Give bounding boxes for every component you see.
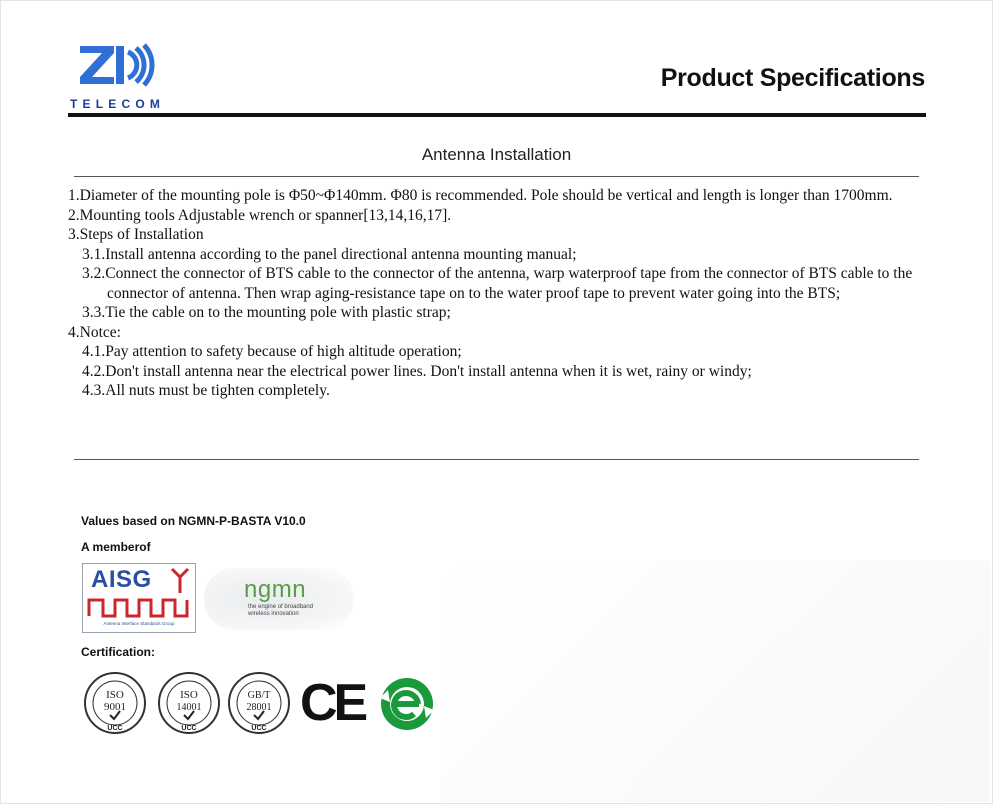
- section-divider-bottom: [74, 459, 919, 460]
- logo-text: TELECOM: [70, 97, 166, 111]
- section-divider-top: [74, 176, 919, 177]
- gbt-28001-badge-icon: [227, 671, 291, 735]
- background-shade: [440, 560, 990, 802]
- values-based-label: Values based on NGMN-P-BASTA V10.0: [81, 514, 306, 528]
- iso-9001-badge-icon: [83, 671, 147, 735]
- ngmn-word: ngmn: [244, 576, 307, 603]
- instruction-line: 2.Mounting tools Adjustable wrench or spanner[13,14,16,17].: [68, 206, 452, 224]
- antenna-icon: [169, 567, 191, 593]
- zd-logo-icon: [80, 42, 160, 88]
- ce-mark: CE: [300, 674, 365, 732]
- instruction-line: 4.3.All nuts must be tighten completely.: [82, 382, 330, 399]
- instruction-line: 3.2.Connect the connector of BTS cable to the connector of the antenna, warp waterproof tape from the connector of BTS cable to the connector of antenna. Then wrap aging-resistance tape on to the water proof tape to prevent water going into the BTS;: [82, 265, 913, 302]
- green-e-icon: [378, 676, 436, 732]
- certification-label: Certification:: [81, 645, 156, 659]
- svg-text:ISO: ISO: [106, 689, 124, 701]
- section-title: Antenna Installation: [421, 145, 572, 164]
- installation-instructions: [68, 186, 928, 401]
- instruction-line: 4.1.Pay attention to safety because of high altitude operation;: [82, 343, 462, 360]
- svg-text:28001: 28001: [246, 702, 272, 713]
- svg-text:UCC: UCC: [107, 725, 123, 732]
- svg-text:14001: 14001: [176, 702, 202, 713]
- aisg-word: AISG: [91, 566, 152, 593]
- svg-text:9001: 9001: [104, 701, 126, 713]
- page-title: Product Specifications: [660, 64, 925, 92]
- header-divider: [68, 113, 926, 117]
- instruction-line: 3.1.Install antenna according to the panel directional antenna mounting manual;: [82, 245, 577, 263]
- ngmn-tagline: the engine of broadband wireless innovation: [248, 604, 314, 617]
- instruction-line: 4.2.Don't install antenna near the electrical power lines. Don't install antenna when it is wet, rainy or windy;: [82, 362, 752, 380]
- svg-text:UCC: UCC: [251, 725, 267, 732]
- instruction-line: 3.Steps of Installation: [68, 226, 204, 243]
- company-logo: [68, 42, 178, 112]
- svg-text:ISO: ISO: [180, 689, 198, 701]
- ngmn-logo: [204, 568, 354, 630]
- aisg-wave-icon: [87, 594, 191, 620]
- aisg-logo: [82, 563, 196, 633]
- svg-text:GB/T: GB/T: [247, 690, 271, 701]
- iso-14001-badge-icon: [157, 671, 221, 735]
- svg-text:UCC: UCC: [181, 725, 197, 732]
- instruction-line: 4.Notce:: [68, 323, 121, 341]
- instruction-line: 1.Diameter of the mounting pole is Φ50~Φ140mm. Φ80 is recommended. Pole should be vertical and length is longer than 1700mm.: [68, 187, 893, 204]
- instruction-line: 3.3.Tie the cable on to the mounting pole with plastic strap;: [82, 304, 451, 321]
- aisg-caption: Antenna Interface Standards Group: [103, 621, 175, 626]
- member-label: A memberof: [81, 540, 151, 554]
